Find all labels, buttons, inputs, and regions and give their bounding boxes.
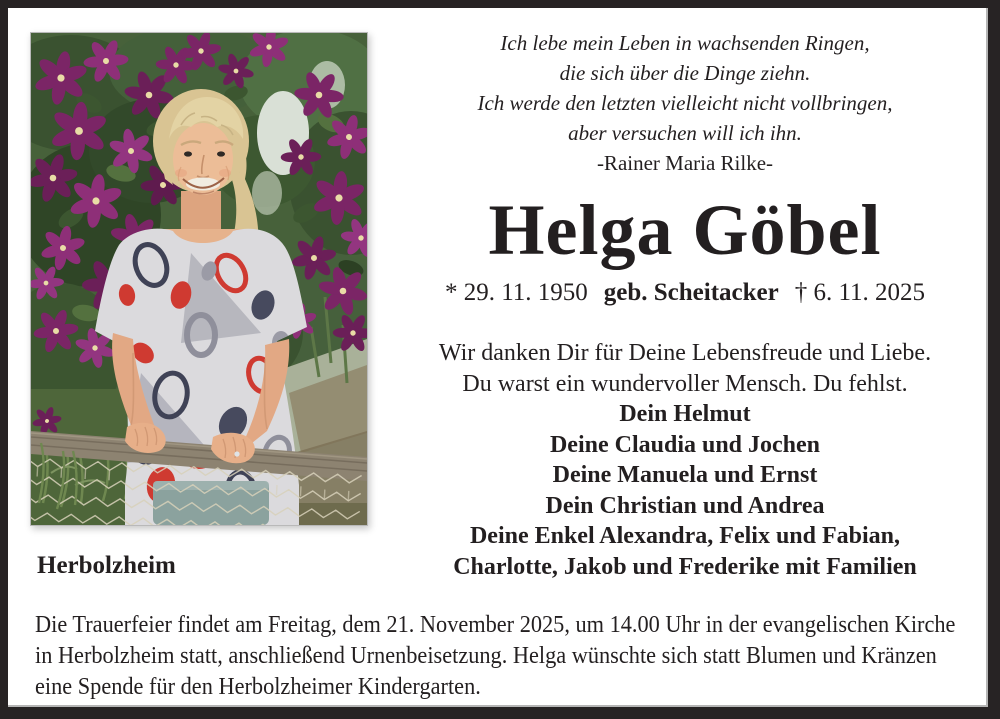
tribute — [385, 338, 985, 399]
poem-line: Ich werde den letzten vielleicht nicht vollbringen, — [477, 91, 893, 115]
portrait-photo-art — [31, 33, 367, 525]
mourners — [385, 399, 985, 583]
mourner-line: Dein Helmut — [619, 401, 751, 427]
funeral-info-line: in Herbolzheim statt, anschließend Urnenbeisetzung. Helga wünschte sich statt Blumen und Kränzen — [35, 643, 937, 669]
life-dates — [385, 279, 985, 307]
funeral-info-line: Die Trauerfeier findet am Freitag, dem 21. November 2025, um 14.00 Uhr in der evangelischen Kirche — [35, 612, 956, 638]
funeral-info — [35, 610, 984, 703]
tribute-line: Wir danken Dir für Deine Lebensfreude und Liebe. — [438, 340, 932, 366]
mourner-line: Dein Christian und Andrea — [545, 492, 825, 519]
poem-line: die sich über die Dinge ziehn. — [559, 61, 811, 85]
mourner-line: Deine Enkel Alexandra, Felix und Fabian, — [469, 523, 901, 550]
tribute-line: Du warst ein wundervoller Mensch. Du fehlst. — [462, 370, 908, 397]
maiden-name: geb. Scheitacker — [603, 279, 779, 306]
poem-line: Ich lebe mein Leben in wachsenden Ringen, — [500, 31, 870, 55]
place-label: Herbolzheim — [37, 552, 176, 579]
poem-attribution: -Rainer Maria Rilke- — [596, 151, 774, 175]
poem-line: aber versuchen will ich ihn. — [568, 121, 802, 145]
poem — [385, 28, 985, 178]
mourner-line: Deine Claudia und Jochen — [549, 431, 821, 458]
mourner-line: Deine Manuela und Ernst — [552, 462, 818, 489]
portrait-photo — [30, 32, 368, 526]
deceased-name: Helga Göbel — [488, 190, 882, 270]
mourner-line: Charlotte, Jakob und Frederike mit Familien — [453, 553, 917, 580]
birth-date: * 29. 11. 1950 — [444, 279, 588, 306]
death-date: † 6. 11. 2025 — [794, 279, 926, 306]
funeral-info-line: eine Spende für den Herbolzheimer Kindergarten. — [35, 674, 481, 700]
